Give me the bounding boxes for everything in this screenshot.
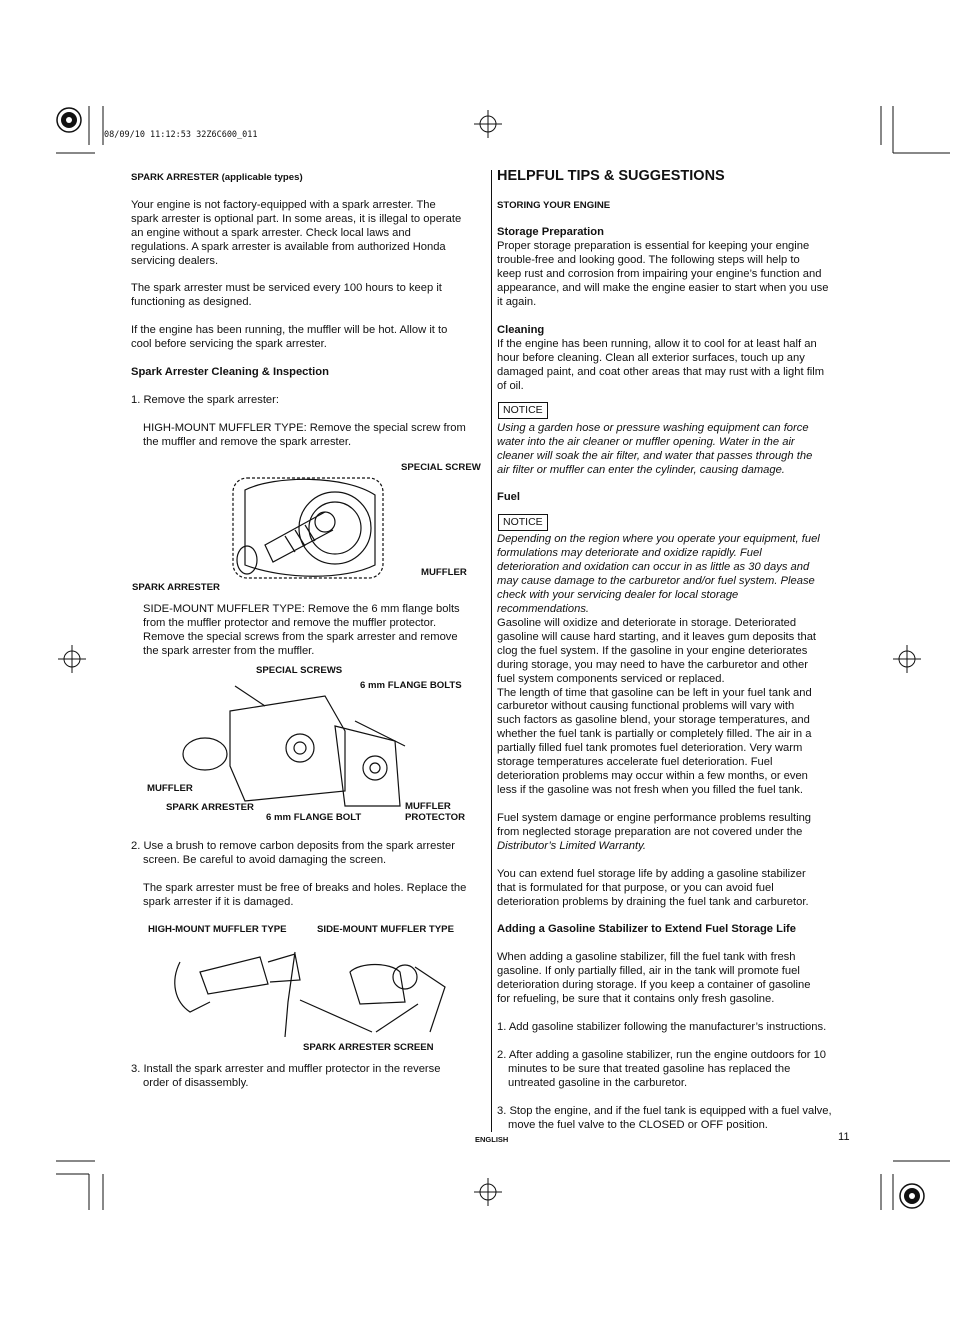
stabilizer-heading: Adding a Gasoline Stabilizer to Extend Fuel Storage Life: [497, 923, 796, 935]
language-label: ENGLISH: [475, 1135, 509, 1144]
warranty-paragraph: Fuel system damage or engine performance problems resulting from neglected storage preparation are not covered under the Distributor’s Limited Warranty.: [497, 812, 812, 852]
fig1-label-muffler: MUFFLER: [421, 567, 467, 578]
column-divider: [491, 170, 492, 1132]
print-stamp: 08/09/10 11:12:53 32Z6C600_011: [104, 130, 258, 140]
side-mount-muffler-figure: [175, 676, 415, 816]
fig1-label-special-screw: SPECIAL SCREW: [401, 462, 481, 473]
high-mount-muffler-figure: [225, 470, 395, 590]
storage-prep-heading: Storage Preparation: [497, 226, 604, 238]
step-2: 2. Use a brush to remove carbon deposits from the spark arrester screen. Be careful to avoid damaging the screen.: [131, 840, 455, 866]
spark-arrester-heading: SPARK ARRESTER (applicable types): [131, 172, 303, 183]
storage-prep-paragraph: Proper storage preparation is essential for keeping your engine trouble-free and looking good. The following steps will help to keep rust and corrosion from impairing your engine’s function and appearance, and will make the engine easier to start when you use it again.: [497, 240, 829, 308]
hot-muffler-paragraph: If the engine has been running, the muffler will be hot. Allow it to cool before servicing the spark arrester.: [131, 324, 448, 350]
brush-cleaning-figure: [150, 942, 460, 1042]
fig3-label-screen: SPARK ARRESTER SCREEN: [303, 1042, 434, 1053]
stabilizer-instructions: When adding a gasoline stabilizer, fill the fuel tank with fresh gasoline. If only partially filled, air in the tank will promote fuel deterioration during storage. If you keep a container of gasoline for refueling, be sure that it contains only fresh gasoline.: [497, 951, 811, 1005]
step-1: 1. Remove the spark arrester:: [131, 394, 279, 406]
fig2-label-special-screws: SPECIAL SCREWS: [256, 665, 343, 676]
cleaning-heading: Cleaning: [497, 324, 545, 336]
step-2-note: The spark arrester must be free of breaks and holes. Replace the spark arrester if it is damaged.: [143, 882, 467, 908]
high-mount-instructions: HIGH-MOUNT MUFFLER TYPE: Remove the special screw from the muffler and remove the spark arrester.: [143, 422, 466, 448]
notice-badge-2: NOTICE: [498, 514, 548, 531]
fuel-deterioration-paragraph: Gasoline will oxidize and deteriorate in storage. Deteriorated gasoline will cause hard starting, and it leaves gum deposits that clog the fuel system. If the gasoline in your engine deteriorates during storage, you may need to have the carburetor and other fuel system components serviced or replaced. The length of time that gasoline can be left in your fuel tank and carburetor without causing functional problems will vary with such factors as gasoline blend, your storage temperatures, and whether the fuel tank is partially or completely filled. The air in a partially filled fuel tank promotes fuel deterioration. Very warm storage temperatures accelerate fuel deterioration. Fuel deterioration problems may occur within a few months, or even less if the gasoline was not fresh when you filled the fuel tank.: [497, 617, 817, 796]
fig2-label-flange-bolts: 6 mm FLANGE BOLTS: [360, 680, 462, 691]
notice-badge-1: NOTICE: [498, 402, 548, 419]
page-title: HELPFUL TIPS & SUGGESTIONS: [497, 168, 725, 184]
step-3: 3. Install the spark arrester and muffler protector in the reverse order of disassembly.: [131, 1063, 441, 1089]
stabilizer-step-3: 3. Stop the engine, and if the fuel tank is equipped with a fuel valve, move the fuel valve to the CLOSED or OFF position.: [497, 1105, 832, 1131]
side-mount-instructions: SIDE-MOUNT MUFFLER TYPE: Remove the 6 mm flange bolts from the muffler protector and remove the muffler protector. Remove the special screws from the spark arrester and remove the spark arrester from the muffler.: [143, 603, 460, 657]
stabilizer-step-1: 1. Add gasoline stabilizer following the manufacturer’s instructions.: [497, 1021, 827, 1033]
notice-1-text: Using a garden hose or pressure washing equipment can force water into the air cleaner or muffler opening. Water in the air cleaner will soak the air filter, and water that passes through the air filter or muffler can enter the cylinder, causing damage.: [497, 422, 813, 476]
stabilizer-step-2: 2. After adding a gasoline stabilizer, run the engine outdoors for 10 minutes to be sure that treated gasoline has replaced the untreated gasoline in the carburetor.: [497, 1049, 827, 1089]
fig2-label-muffler: MUFFLER: [147, 783, 193, 794]
fig1-label-spark-arrester: SPARK ARRESTER: [132, 582, 220, 593]
storing-heading: STORING YOUR ENGINE: [497, 200, 611, 211]
intro-paragraph: Your engine is not factory-equipped with a spark arrester. The spark arrester is optional part. In some areas, it is illegal to operate an engine without a spark arrester. Check local laws and regulations. A spark arrester is available from authorized Honda servicing dealers.: [131, 199, 462, 267]
cleaning-paragraph: If the engine has been running, allow it to cool for at least half an hour before cleaning. Clean all exterior surfaces, touch up any damaged paint, and coat other areas that may rust with a light film of oil.: [497, 338, 825, 392]
fig3-label-high-mount: HIGH-MOUNT MUFFLER TYPE: [148, 924, 287, 935]
fig2-label-flange-bolt: 6 mm FLANGE BOLT: [266, 812, 362, 823]
stabilizer-paragraph: You can extend fuel storage life by adding a gasoline stabilizer that is formulated for that purpose, or you can avoid fuel deterioration problems by draining the fuel tank and carburetor.: [497, 868, 809, 908]
page-number: 11: [838, 1131, 850, 1143]
notice-2-text: Depending on the region where you operate your equipment, fuel formulations may deteriorate and oxidize rapidly. Fuel deterioration and oxidation can occur in as little as 30 days and may cause damage to the carburetor and/or fuel system. Please check with your servicing dealer for local storage recommendations.: [497, 533, 820, 615]
fig2-label-muffler-protector: MUFFLER PROTECTOR: [405, 801, 466, 823]
service-interval-paragraph: The spark arrester must be serviced every 100 hours to keep it functioning as designed.: [131, 282, 442, 308]
fuel-heading: Fuel: [497, 491, 520, 503]
fig2-label-spark-arrester: SPARK ARRESTER: [166, 802, 254, 813]
fig3-label-side-mount: SIDE-MOUNT MUFFLER TYPE: [317, 924, 454, 935]
cleaning-subheading: Spark Arrester Cleaning & Inspection: [131, 366, 329, 378]
